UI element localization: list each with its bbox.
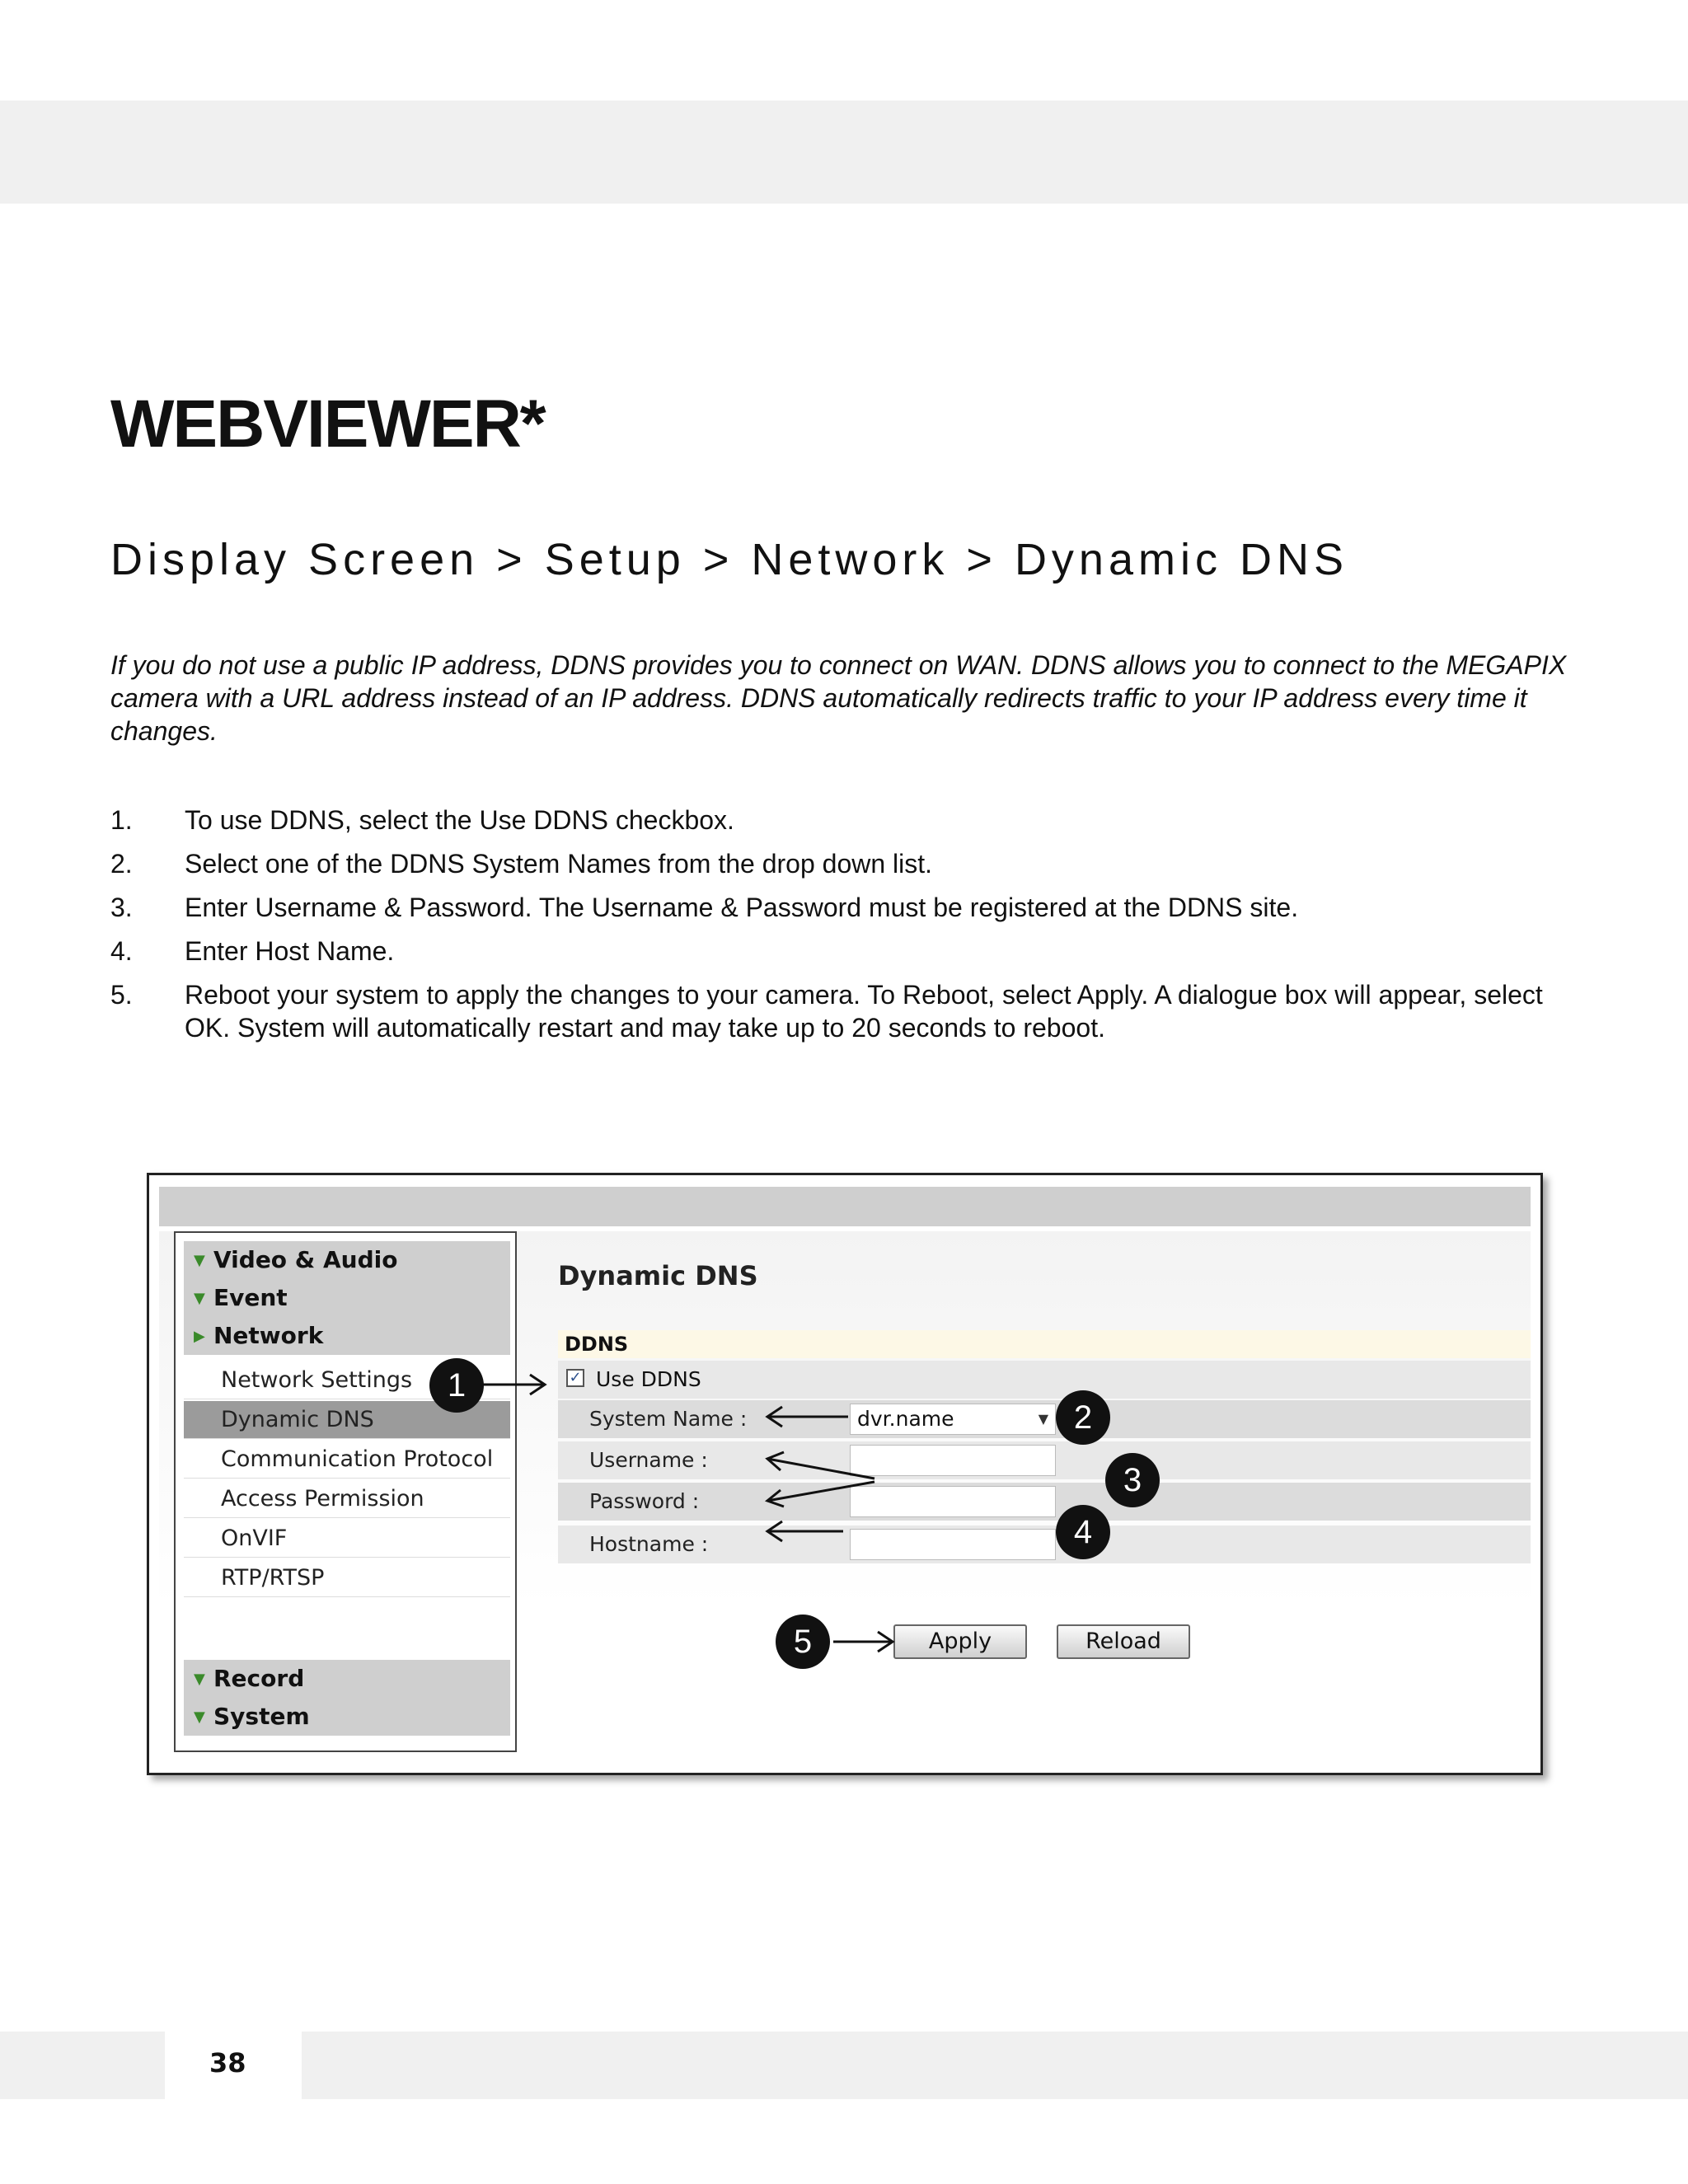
step-item [110, 978, 1586, 1044]
step-number: 1. [110, 805, 133, 835]
callout-3: 3 [1105, 1453, 1160, 1507]
dropdown-arrow-icon: ▼ [1038, 1411, 1048, 1427]
system-name-select[interactable]: dvr.name ▼ [850, 1404, 1056, 1435]
password-label: Password : [589, 1489, 700, 1513]
header-band [0, 101, 1688, 204]
step-text: Enter Host Name. [185, 936, 395, 966]
apply-button[interactable]: Apply [893, 1624, 1027, 1659]
step-item [110, 847, 1586, 880]
sidebar-item-rtp-rtsp[interactable]: RTP/RTSP [184, 1559, 510, 1597]
step-text: Select one of the DDNS System Names from the drop down list. [185, 849, 933, 879]
sidebar-group-video-audio[interactable]: ▼ Video & Audio [184, 1241, 510, 1279]
step-number: 3. [110, 893, 133, 922]
arrow-3a [767, 1459, 874, 1479]
triangle-right-icon: ▶ [194, 1328, 205, 1345]
section-subtitle: Display Screen > Setup > Network > Dynamic DNS [110, 535, 1348, 584]
triangle-down-icon: ▼ [194, 1290, 205, 1307]
triangle-down-icon: ▼ [194, 1671, 205, 1688]
callout-arrows [149, 1175, 1540, 1773]
sidebar-item-onvif[interactable]: OnVIF [184, 1520, 510, 1558]
panel-title: Dynamic DNS [558, 1260, 758, 1291]
system-name-label: System Name : [589, 1407, 748, 1431]
step-text: Enter Username & Password. The Username & Password must be registered at the DDNS site. [185, 893, 1299, 922]
step-number: 2. [110, 849, 133, 879]
use-ddns-checkbox[interactable]: ✓ [566, 1369, 584, 1387]
step-text: To use DDNS, select the Use DDNS checkbox. [185, 805, 734, 835]
username-label: Username : [589, 1448, 708, 1472]
sidebar-group-system[interactable]: ▼ System [184, 1698, 510, 1736]
step-item [110, 891, 1586, 924]
callout-1: 1 [429, 1358, 484, 1413]
hostname-label: Hostname : [589, 1532, 709, 1556]
sidebar-group-network[interactable]: ▶ Network [184, 1317, 510, 1355]
footer-band-left [0, 2032, 165, 2099]
screenshot-frame [147, 1173, 1543, 1775]
callout-2: 2 [1056, 1390, 1110, 1445]
sidebar-item-network-settings[interactable]: Network Settings [184, 1361, 510, 1399]
step-item [110, 935, 1586, 968]
sidebar-item-dynamic-dns[interactable]: Dynamic DNS [184, 1401, 510, 1439]
steps-list [110, 804, 1586, 1055]
use-ddns-label: Use DDNS [596, 1367, 701, 1391]
triangle-down-icon: ▼ [194, 1252, 205, 1269]
step-number: 4. [110, 936, 133, 966]
sidebar-group-event[interactable]: ▼ Event [184, 1279, 510, 1317]
sidebar-group-record[interactable]: ▼ Record [184, 1660, 510, 1698]
triangle-down-icon: ▼ [194, 1708, 205, 1726]
callout-5: 5 [776, 1615, 830, 1669]
step-item [110, 804, 1586, 837]
page-title: WEBVIEWER* [110, 387, 545, 462]
ddns-section-header: DDNS [558, 1330, 1531, 1358]
page-number: 38 [209, 2047, 246, 2079]
arrow-3b [767, 1482, 874, 1501]
reload-button[interactable]: Reload [1057, 1624, 1190, 1659]
step-number: 5. [110, 980, 133, 1010]
step-text: Reboot your system to apply the changes to your camera. To Reboot, select Apply. A dialogue box will appear, select OK. System will automatically restart and may take up to 20 seconds to reboot. [185, 980, 1543, 1043]
intro-paragraph: If you do not use a public IP address, DDNS provides you to connect on WAN. DDNS allows you to connect to the MEGAPIX camera with a URL address instead of an IP address. DDNS automatically redirects traffic to your IP address every time it changes. [110, 650, 1567, 746]
footer-band-right [302, 2032, 1688, 2099]
sidebar-item-communication-protocol[interactable]: Communication Protocol [184, 1441, 510, 1479]
callout-4: 4 [1056, 1505, 1110, 1559]
sidebar-item-access-permission[interactable]: Access Permission [184, 1480, 510, 1518]
